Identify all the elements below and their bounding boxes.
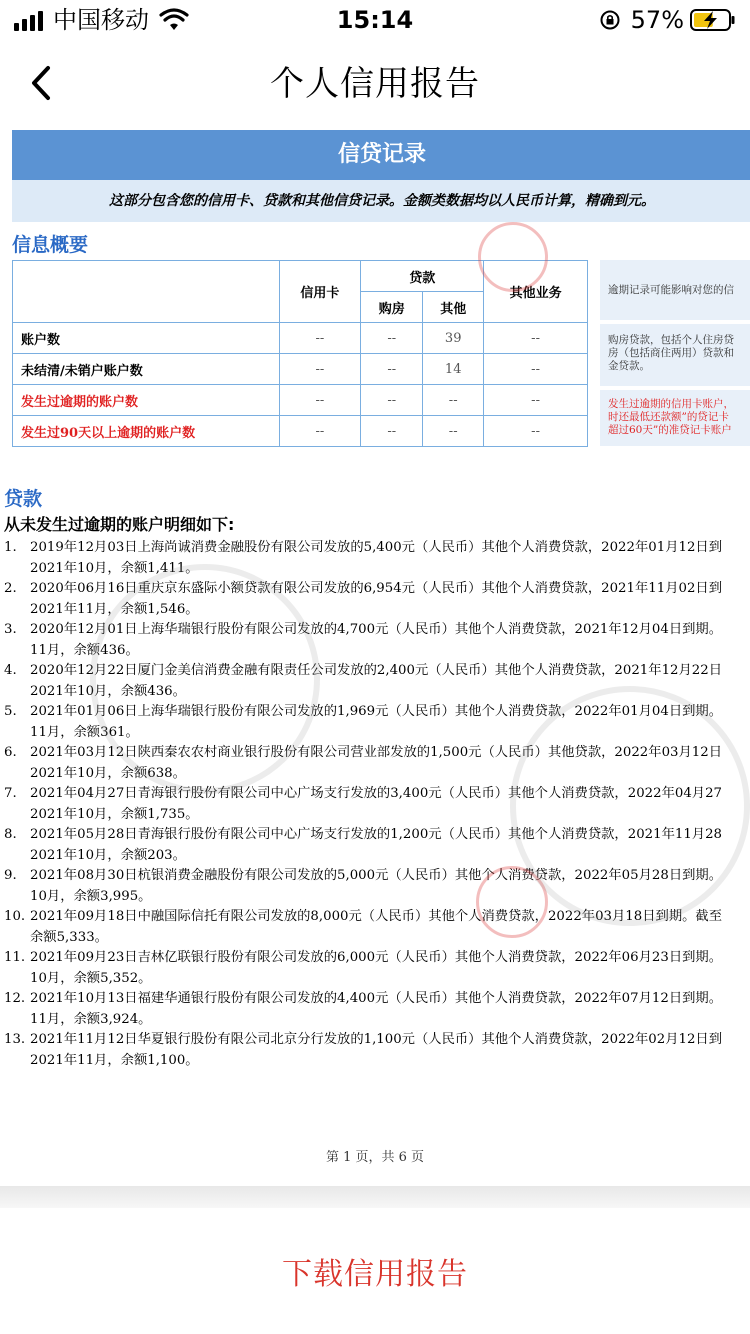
item-number: 3. [4, 622, 17, 637]
item-line: 10月，余额3,995。 [30, 888, 152, 904]
watermark-seal-icon [90, 564, 320, 794]
row-label: 发生过逾期的账户数 [13, 385, 280, 416]
summary-title: 信息概要 [12, 234, 89, 256]
cell-other-business: -- [484, 323, 588, 354]
header-empty-cell [13, 261, 280, 323]
header-loan: 贷款 [361, 261, 484, 292]
cell-housing: -- [361, 354, 423, 385]
item-line: 2021年10月，余额638。 [30, 765, 186, 781]
loans-subtitle: 从未发生过逾期的账户明细如下: [4, 515, 235, 534]
cell-housing: -- [361, 385, 423, 416]
item-line: 2021年05月28日青海银行股份有限公司中心广场支行发放的1,200元（人民币）其他个人消费贷款，2021年11月28 [30, 827, 723, 842]
cell-other: -- [423, 416, 484, 447]
battery-percent: 57% [630, 6, 684, 34]
side-note-warning: 发生过逾期的信用卡账户， 时还最低还款额”的贷记卡 超过60天”的准贷记卡账户 [600, 390, 750, 446]
item-line: 2021年11月，余额1,100。 [30, 1052, 199, 1068]
item-line: 2021年08月30日杭银消费金融股份有限公司发放的5,000元（人民币）其他个人消费贷款，2022年05月28日到期。 [30, 868, 723, 883]
item-line: 余额5,333。 [30, 929, 108, 945]
download-report-label: 下载信用报告 [282, 1257, 468, 1292]
download-report-button[interactable] [0, 1208, 750, 1334]
item-line: 2021年09月23日吉林亿联银行股份有限公司发放的6,000元（人民币）其他个人消费贷款，2022年06月23日到期。 [30, 950, 723, 965]
cell-other: -- [423, 385, 484, 416]
cell-other: 39 [423, 323, 484, 354]
cell-other: 14 [423, 354, 484, 385]
item-number: 10. [4, 909, 26, 924]
header-credit-card: 信用卡 [279, 261, 361, 323]
item-line: 11月，余额436。 [30, 642, 139, 658]
seal-stamp-icon [478, 222, 548, 292]
item-number: 11. [4, 950, 26, 965]
nav-bar [0, 40, 750, 126]
section-banner: 信贷记录 [12, 130, 750, 180]
item-line: 2021年04月27日青海银行股份有限公司中心广场支行发放的3,400元（人民币）其他个人消费贷款，2022年04月27 [30, 786, 723, 801]
header-other: 其他 [423, 292, 484, 323]
section-description: 这部分包含您的信用卡、贷款和其他信贷记录。金额类数据均以人民币计算，精确到元。 [12, 180, 750, 222]
item-number: 4. [4, 663, 17, 678]
table-row [13, 416, 588, 447]
cell-credit-card: -- [279, 354, 361, 385]
item-line: 2021年10月，余额436。 [30, 683, 186, 699]
header-other-business: 其他业务 [484, 261, 588, 323]
table-row [13, 385, 588, 416]
page-indicator: 第 1 页，共 6 页 [325, 1150, 425, 1165]
header-housing: 购房 [361, 292, 423, 323]
item-number: 7. [4, 786, 17, 801]
list-item [4, 948, 750, 989]
table-row [13, 323, 588, 354]
row-label: 账户数 [13, 323, 280, 354]
cell-other-business: -- [484, 354, 588, 385]
cell-housing: -- [361, 416, 423, 447]
item-line: 2020年06月16日重庆京东盛际小额贷款有限公司发放的6,954元（人民币）其他个人消费贷款，2021年11月02日到 [30, 581, 723, 596]
list-item [4, 538, 750, 579]
item-line: 2021年11月12日华夏银行股份有限公司北京分行发放的1,100元（人民币）其他个人消费贷款，2022年02月12日到 [30, 1032, 723, 1047]
item-line: 10月，余额5,352。 [30, 970, 152, 986]
item-line: 2021年11月，余额1,546。 [30, 601, 199, 617]
row-label: 未结清/未销户账户数 [13, 354, 280, 385]
item-line: 2020年12月01日上海华瑞银行股份有限公司发放的4,700元（人民币）其他个人消费贷款，2021年12月04日到期。 [30, 622, 723, 637]
status-bar [0, 0, 750, 40]
carrier-label: 中国移动 [53, 6, 149, 34]
item-number: 13. [4, 1032, 26, 1047]
item-line: 11月，余额361。 [30, 724, 139, 740]
table-row [13, 354, 588, 385]
cell-credit-card: -- [279, 323, 361, 354]
item-number: 8. [4, 827, 17, 842]
row-label: 发生过90天以上逾期的账户数 [13, 416, 280, 447]
item-line: 2021年10月13日福建华通银行股份有限公司发放的4,400元（人民币）其他个人消费贷款，2022年07月12日到期。 [30, 991, 723, 1006]
status-time: 15:14 [336, 6, 414, 34]
item-line: 2021年01月06日上海华瑞银行股份有限公司发放的1,969元（人民币）其他个人消费贷款，2022年01月04日到期。 [30, 704, 723, 719]
item-line: 2019年12月03日上海尚诚消费金融股份有限公司发放的5,400元（人民币）其他个人消费贷款，2022年01月12日到 [30, 540, 723, 555]
item-line: 11月，余额3,924。 [30, 1011, 152, 1027]
item-number: 9. [4, 868, 17, 883]
side-note: 逾期记录可能影响对您的信 [600, 260, 750, 320]
item-number: 6. [4, 745, 17, 760]
cell-other-business: -- [484, 416, 588, 447]
cell-credit-card: -- [279, 385, 361, 416]
status-right [599, 6, 736, 34]
cell-credit-card: -- [279, 416, 361, 447]
item-number: 12. [4, 991, 26, 1006]
item-number: 1. [4, 540, 17, 555]
cell-housing: -- [361, 323, 423, 354]
item-number: 5. [4, 704, 17, 719]
cell-other-business: -- [484, 385, 588, 416]
orientation-lock-icon [599, 9, 621, 31]
item-line: 2021年10月，余额1,411。 [30, 560, 199, 576]
item-line: 2021年10月，余额1,735。 [30, 806, 199, 822]
report-document-viewer[interactable] [0, 126, 750, 1186]
side-note: 购房贷款，包括个人住房贷 房（包括商住两用）贷款和 金贷款。 [600, 324, 750, 386]
item-line: 2021年10月，余额203。 [30, 847, 186, 863]
list-item [4, 1030, 750, 1071]
page-title: 个人信用报告 [270, 64, 480, 104]
watermark-seal-icon [510, 686, 750, 926]
battery-charging-icon [690, 8, 736, 32]
loans-title: 贷款 [4, 488, 43, 510]
item-line: 2021年09月18日中融国际信托有限公司发放的8,000元（人民币）其他个人消费贷款，2022年03月18日到期。截至 [30, 909, 723, 924]
item-line: 2021年03月12日陕西秦农农村商业银行股份有限公司营业部发放的1,500元（人民币）其他贷款，2022年03月12日 [30, 745, 723, 760]
item-number: 2. [4, 581, 17, 596]
item-line: 2020年12月22日厦门金美信消费金融有限责任公司发放的2,400元（人民币）其他个人消费贷款，2021年12月22日 [30, 663, 723, 678]
list-item [4, 989, 750, 1030]
divider [0, 1186, 750, 1208]
